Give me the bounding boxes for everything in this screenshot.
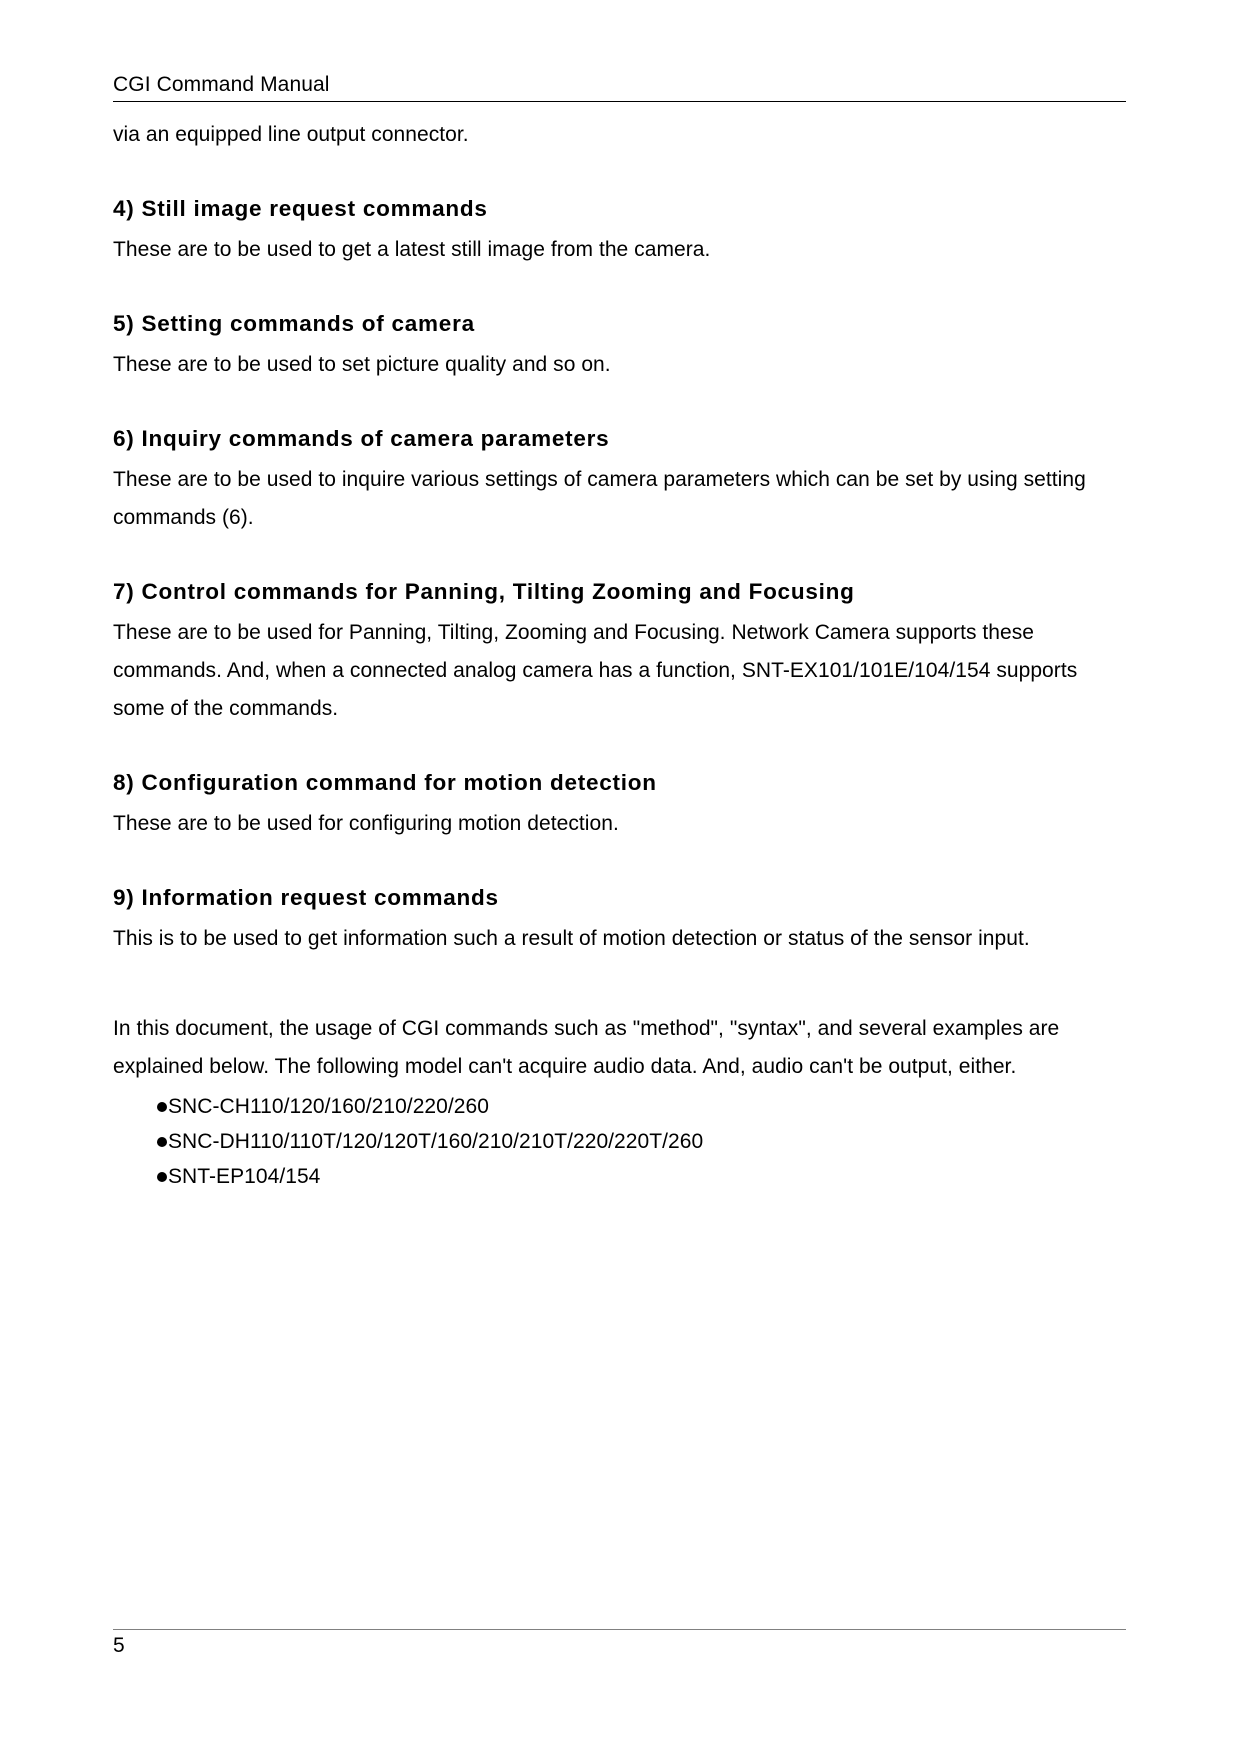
section-body: These are to be used to inquire various settings of camera parameters which can be set by using setting commands (6). [113,468,1086,529]
section-heading: 4) Still image request commands [113,196,488,221]
closing-paragraph: In this document, the usage of CGI commands such as "method", "syntax", and several examples are explained below. The following model can't acquire audio data. And, audio can't be output, either. [113,1017,1060,1078]
section-heading: 8) Configuration command for motion detection [113,770,657,795]
section-body: These are to be used for configuring motion detection. [113,812,619,835]
section-setting-commands-of-camera [113,309,1126,384]
section-heading: 9) Information request commands [113,885,499,910]
list-item [157,1124,1126,1159]
section-heading: 7) Control commands for Panning, Tilting Zooming and Focusing [113,579,855,604]
running-header-title: CGI Command Manual [113,73,330,96]
model-name: SNC-DH110/110T/120/120T/160/210/210T/220/220T/260 [168,1130,704,1153]
section-heading: 5) Setting commands of camera [113,311,475,336]
page-number: 5 [113,1634,125,1657]
bullet-icon [157,1102,167,1112]
section-body: These are to be used to set picture quality and so on. [113,353,611,376]
model-name: SNC-CH110/120/160/210/220/260 [168,1095,489,1118]
section-control-commands-pan-tilt-zoom-focus [113,577,1126,728]
running-header [113,72,1126,102]
model-name: SNT-EP104/154 [168,1165,321,1188]
section-information-request-commands [113,883,1126,958]
running-footer [113,1629,1126,1661]
section-heading: 6) Inquiry commands of camera parameters [113,426,610,451]
page-content [113,72,1126,1194]
section-body: These are to be used to get a latest still image from the camera. [113,238,711,261]
bullet-icon [157,1137,167,1147]
section-inquiry-commands-of-camera-parameters [113,424,1126,537]
list-item [157,1159,1126,1194]
closing-block [113,1010,1126,1194]
supported-model-list [113,1089,1126,1194]
list-item [157,1089,1126,1124]
section-configuration-command-motion-detection [113,768,1126,843]
bullet-icon [157,1172,167,1182]
continued-paragraph: via an equipped line output connector. [113,123,469,146]
section-body: This is to be used to get information such a result of motion detection or status of the sensor input. [113,927,1030,950]
section-body: These are to be used for Panning, Tilting, Zooming and Focusing. Network Camera supports these commands. And, when a connected analog camera has a function, SNT-EX101/101E/104/154 supports some of the commands. [113,621,1078,720]
section-still-image-request-commands [113,194,1126,269]
